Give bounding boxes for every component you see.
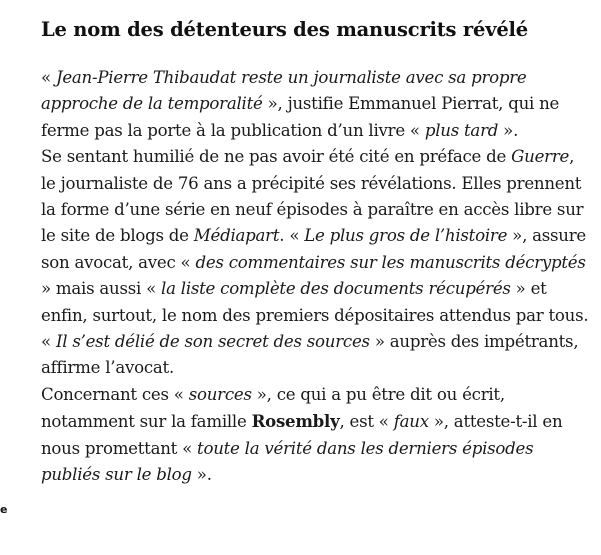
section-heading: Le nom des détenteurs des manuscrits révélé — [41, 18, 528, 41]
body-text-run: ». — [191, 465, 212, 485]
body-text-run: Se sentant humilié de ne pas avoir été cité en préface de — [41, 147, 512, 167]
quote-text: faux — [393, 412, 429, 432]
body-text-run: », justifie Emmanuel Pierrat, qui ne ferme pas la porte à la publication d’un livre « — [41, 94, 560, 140]
body-text-run: ». — [498, 120, 519, 140]
body-text-run: Concernant ces « — [41, 384, 189, 404]
body-text-run: » et enfin, surtout, le nom des premiers dépositaires attendus par tous. — [41, 279, 589, 325]
body-text-run: , est « — [339, 412, 394, 432]
article-section — [41, 15, 593, 489]
quote-text: des commentaires sur les manuscrits décryptés — [195, 252, 586, 272]
quote-text: Médiapart — [193, 226, 280, 246]
article-paragraph — [41, 65, 593, 489]
body-text-run: » mais aussi « — [41, 279, 162, 299]
body-text-run: , le journaliste de 76 ans a précipité ses révélations. Elles prennent la forme d’une série en neuf épisodes à paraître en accès libre sur le site de blogs de — [41, 147, 584, 246]
body-text-run: » auprès des impétrants, affirme l’avocat. — [41, 332, 579, 378]
quote-text: la liste complète des documents récupérés — [161, 279, 511, 299]
margin-fragment-text: e — [0, 503, 8, 516]
quote-text: toute la vérité dans les derniers épisodes publiés sur le blog — [41, 438, 534, 485]
body-text-run: », assure son avocat, avec « — [41, 226, 586, 272]
body-text-run: « — [41, 332, 56, 352]
quote-text: Jean-Pierre Thibaudat reste un journaliste avec sa propre approche de la temporalité — [41, 68, 527, 114]
quote-text: Il s’est délié de son secret des sources — [55, 332, 370, 352]
body-text-run: « — [41, 68, 56, 87]
body-text-run: . « — [279, 226, 305, 246]
quote-text: Guerre — [511, 147, 570, 167]
bold-name-text: Rosembly — [251, 411, 340, 432]
body-text-run: », atteste-t-il en nous promettant « — [41, 412, 563, 458]
quote-text: plus tard — [424, 120, 499, 140]
quote-text: Le plus gros de l’histoire — [304, 226, 508, 246]
quote-text: sources — [188, 384, 252, 404]
body-text-run: », ce qui a pu être dit ou écrit, notamment sur la famille — [41, 384, 505, 432]
